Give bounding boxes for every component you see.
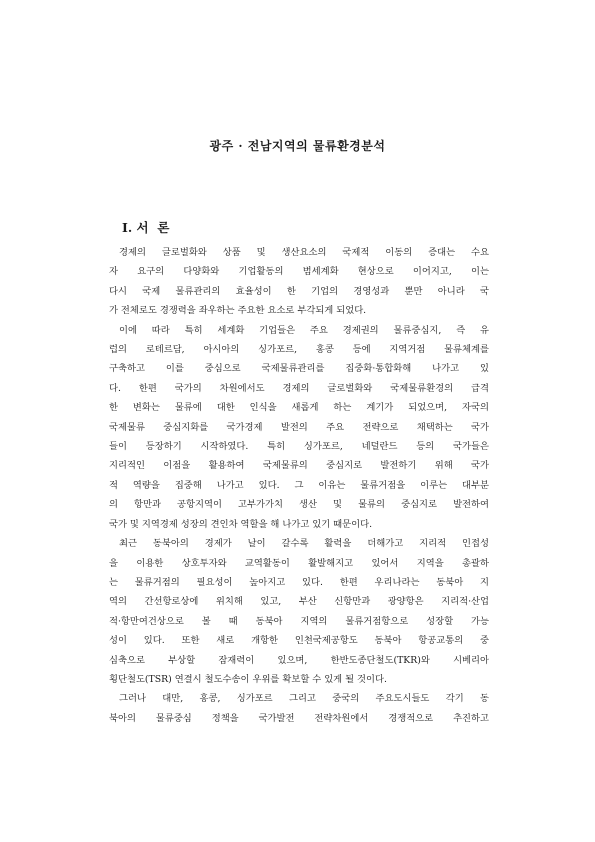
text-line: 국제물류 중심지화를 국가경제 발전의 주요 전략으로 채택하는 국가 [109, 421, 489, 433]
text-line: 경제의 글로벌화와 상품 및 생산요소의 국제적 이동의 증대는 수요 [119, 247, 489, 258]
text-line: 한 변화는 물류에 대한 인식을 새롭게 하는 계기가 되었으며, 자국의 [109, 402, 489, 414]
body-text [109, 243, 489, 728]
text-line: 횡단철도(TSR) 연결시 철도수송이 우위를 확보할 수 있게 될 것이다. [109, 673, 387, 685]
text-line: 적·항만여건상으로 볼 때 동북아 지역의 물류거점항으로 성장할 가능 [109, 615, 489, 627]
paragraph [109, 534, 489, 689]
text-line: 심축으로 부상할 잠재력이 있으며, 한반도종단철도(TKR)와 시베리아 [109, 654, 489, 666]
text-line: 을 이용한 상호투자와 교역활동이 활발해지고 있어서 지역을 총괄하 [109, 557, 489, 569]
document-title: 광주 · 전남지역의 물류환경분석 [209, 139, 386, 153]
text-line: 지리적인 이점을 활용하여 국제물류의 중심지로 발전하기 위해 국가 [109, 460, 489, 472]
paragraph [109, 321, 489, 534]
text-line: 는 물류거점의 필요성이 높아지고 있다. 한편 우리나라는 동북아 지 [109, 576, 489, 588]
text-line: 의 항만과 공항지역이 고부가가치 생산 및 물류의 중심지로 발전하여 [109, 499, 489, 511]
text-line: 럽의 로테르담, 아시아의 싱가포르, 홍콩 등에 지역거점 물류체계를 [109, 344, 489, 356]
paragraph [109, 689, 489, 728]
text-line: 구축하고 이를 중심으로 국제물류관리를 집중화·통합화해 나가고 있 [109, 363, 489, 375]
text-line: 성이 있다. 또한 새로 개항한 인천국제공항도 동북아 항공교통의 중 [109, 635, 489, 647]
paragraph [109, 243, 489, 321]
text-line: 북아의 물류중심 정책을 국가발전 전략차원에서 경쟁적으로 추진하고 [109, 712, 489, 724]
text-line: 최근 동북아의 경제가 날이 갈수록 활력을 더해가고 지리적 인접성 [119, 538, 489, 550]
text-line: 다시 국제 물류관리의 효율성이 한 기업의 경영성과 뿐만 아니라 국 [109, 285, 489, 297]
text-line: 자 요구의 다양화와 기업활동의 범세계화 현상으로 이어지고, 이는 [109, 266, 489, 278]
text-line: 국가 및 지역경제 성장의 견인차 역할을 해 나가고 있기 때문이다. [109, 518, 373, 530]
text-line: 다. 한편 국가의 차원에서도 경제의 글로벌화와 국제물류환경의 급격 [109, 382, 489, 394]
text-line: 가 전체로도 경쟁력을 좌우하는 주요한 요소로 부각되게 되었다. [109, 305, 367, 317]
text-line: 들이 등장하기 시작하였다. 특히 싱가포르, 네덜란드 등의 국가들은 [109, 441, 489, 453]
text-line: 그러나 대만, 홍콩, 싱가포르 그리고 중국의 주요도시들도 각기 동 [119, 693, 489, 705]
text-line: 이에 따라 특히 세계화 기업들은 주요 경제권의 물류중심지, 즉 유 [119, 324, 489, 336]
text-line: 역의 간선항로상에 위치해 있고, 부산 신항만과 광양항은 지리적·산업 [109, 596, 489, 608]
section-heading: Ⅰ. 서 론 [122, 220, 170, 235]
text-line: 적 역량을 집중해 나가고 있다. 그 이유는 물류거점을 이루는 대부분 [109, 479, 489, 491]
